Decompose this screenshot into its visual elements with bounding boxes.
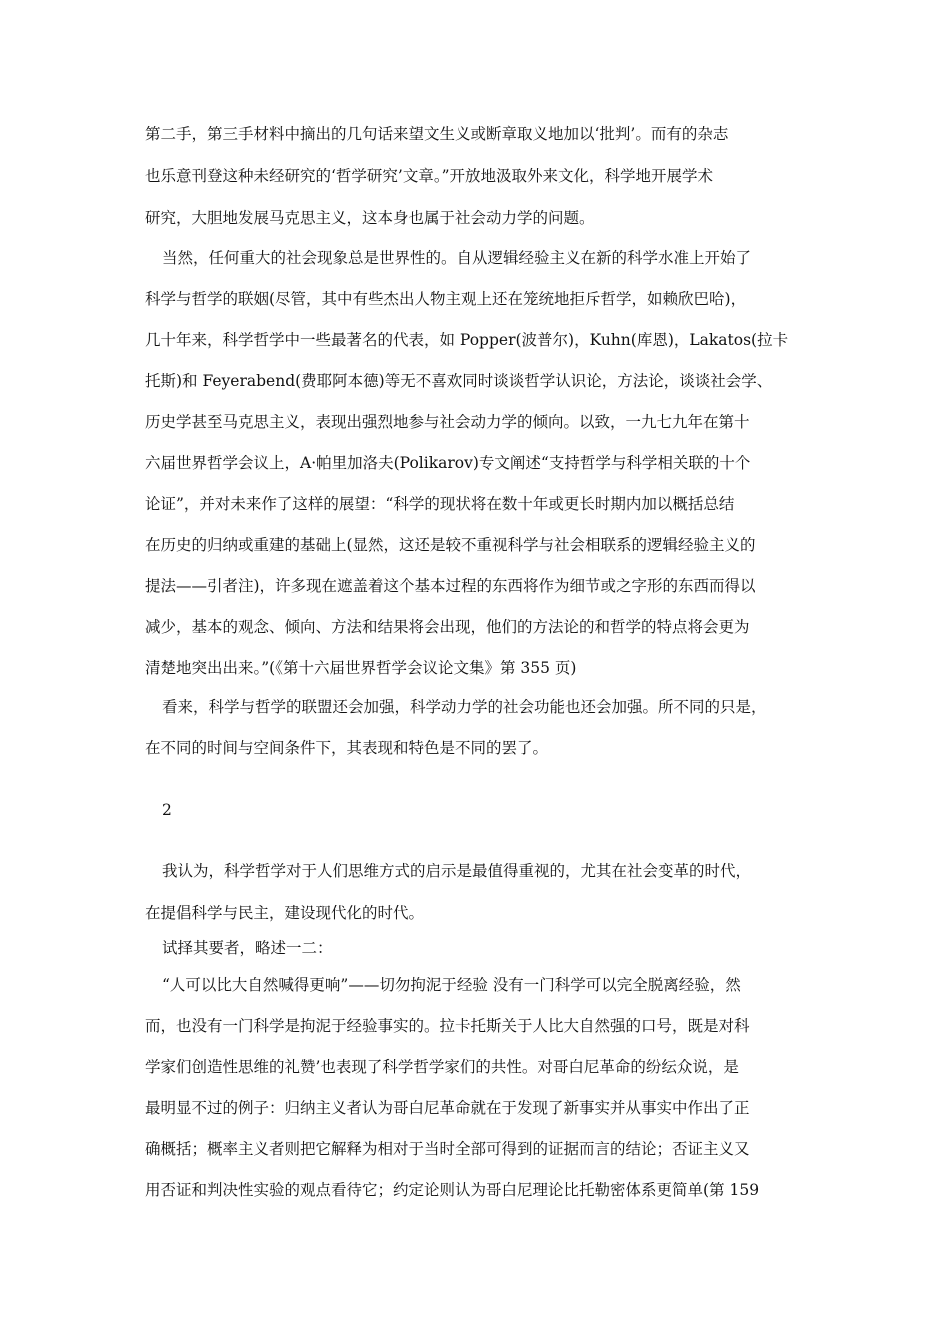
text-line: “人可以比大自然喊得更响”——切勿拘泥于经验 没有一门科学可以完全脱离经验，然 bbox=[162, 976, 741, 994]
text-line: 研究，大胆地发展马克思主义，这本身也属于社会动力学的问题。 bbox=[145, 209, 595, 227]
text-line: 历史学甚至马克思主义，表现出强烈地参与社会动力学的倾向。以致，一九七九年在第十 bbox=[145, 413, 750, 431]
text-line: 科学与哲学的联姻(尽管，其中有些杰出人物主观上还在笼统地拒斥哲学，如赖欣巴哈)， bbox=[145, 290, 747, 308]
text-line: 确概括；概率主义者则把它解释为相对于当时全部可得到的证据而言的结论；否证主义又 bbox=[145, 1140, 750, 1158]
text-line: 在不同的时间与空间条件下，其表现和特色是不同的罢了。 bbox=[145, 739, 549, 757]
text-line: 而，也没有一门科学是拘泥于经验事实的。拉卡托斯关于人比大自然强的口号，既是对科 bbox=[145, 1017, 750, 1035]
text-line: 也乐意刊登这种未经研究的‘哲学研究’文章。”开放地汲取外来文化，科学地开展学术 bbox=[145, 167, 714, 185]
text-line: 清楚地突出出来。”(《第十六届世界哲学会议论文集》第 355 页) bbox=[145, 659, 577, 677]
text-line: 第二手，第三手材料中摘出的几句话来望文生义或断章取义地加以‘批判’。而有的杂志 bbox=[145, 125, 729, 143]
text-line: 提法——引者注)，许多现在遮盖着这个基本过程的东西将作为细节或之字形的东西而得以 bbox=[145, 577, 756, 595]
text-line: 试择其要者，略述一二： bbox=[162, 939, 333, 957]
text-line: 在历史的归纳或重建的基础上(显然，这还是较不重视科学与社会相联系的逻辑经验主义的 bbox=[145, 536, 756, 554]
section-number: 2 bbox=[162, 801, 172, 819]
text-line: 在提倡科学与民主，建设现代化的时代。 bbox=[145, 904, 425, 922]
text-line: 减少，基本的观念、倾向、方法和结果将会出现，他们的方法论的和哲学的特点将会更为 bbox=[145, 618, 750, 636]
text-line: 论证”，并对未来作了这样的展望：“科学的现状将在数十年或更长时期内加以概括总结 bbox=[145, 495, 735, 513]
text-line: 六届世界哲学会议上，A·帕里加洛夫(Polikarov)专文阐述“支持哲学与科学相关联的十个 bbox=[145, 454, 751, 472]
text-line: 用否证和判决性实验的观点看待它；约定论则认为哥白尼理论比托勒密体系更简单(第 159 bbox=[145, 1181, 760, 1199]
text-line: 学家们创造性思维的礼赞’也表现了科学哲学家们的共性。对哥白尼革命的纷纭众说，是 bbox=[145, 1058, 739, 1076]
text-line: 看来，科学与哲学的联盟还会加强，科学动力学的社会功能也还会加强。所不同的只是， bbox=[162, 698, 767, 716]
text-line: 几十年来，科学哲学中一些最著名的代表，如 Popper(波普尔)，Kuhn(库恩)，Lakatos(拉卡 bbox=[145, 331, 789, 349]
text-line: 当然，任何重大的社会现象总是世界性的。自从逻辑经验主义在新的科学水准上开始了 bbox=[162, 249, 752, 267]
text-line: 托斯)和 Feyerabend(费耶阿本德)等无不喜欢同时谈谈哲学认识论，方法论，谈谈社会学、 bbox=[145, 372, 773, 390]
text-line: 最明显不过的例子：归纳主义者认为哥白尼革命就在于发现了新事实并从事实中作出了正 bbox=[145, 1099, 750, 1117]
text-line: 我认为，科学哲学对于人们思维方式的启示是最值得重视的，尤其在社会变革的时代， bbox=[162, 862, 752, 880]
